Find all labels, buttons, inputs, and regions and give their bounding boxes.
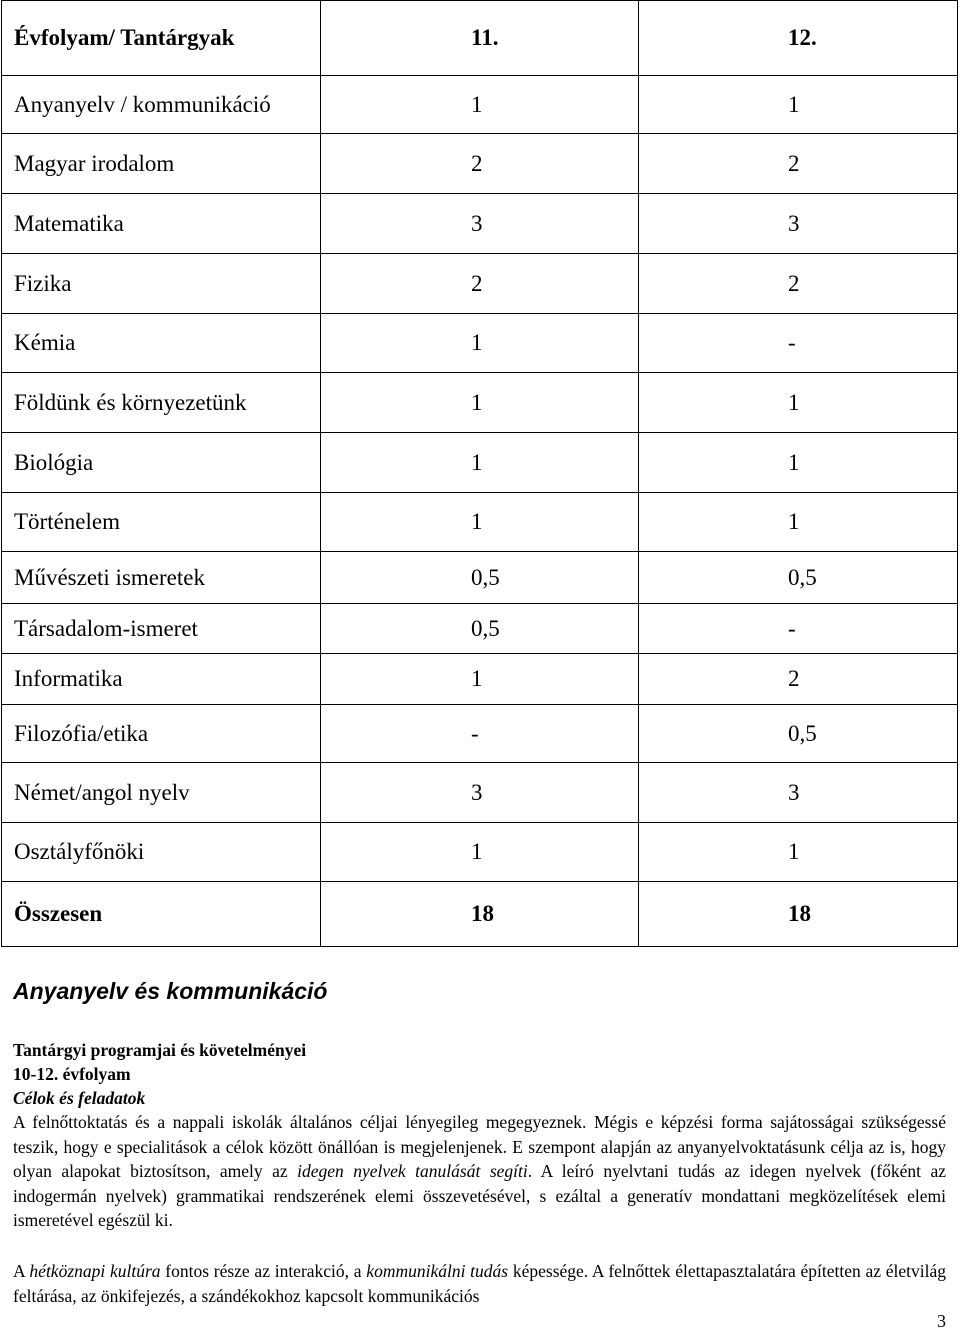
grade-12-cell: 3 xyxy=(639,194,958,254)
subject-cell: Filozófia/etika xyxy=(2,705,321,763)
page-number: 3 xyxy=(937,1311,946,1331)
header-subject: Évfolyam/ Tantárgyak xyxy=(2,1,321,76)
subject-cell: Anyanyelv / kommunikáció xyxy=(2,76,321,134)
header-grade-11: 11. xyxy=(321,1,639,76)
grade-12-cell: 1 xyxy=(639,76,958,134)
grade-11-cell: 1 xyxy=(321,654,639,705)
grade-11-cell: - xyxy=(321,705,639,763)
subject-cell: Földünk és környezetünk xyxy=(2,373,321,433)
grade-12-cell: 3 xyxy=(639,763,958,823)
total-row xyxy=(2,882,958,947)
curriculum-table xyxy=(1,0,958,947)
subject-cell: Német/angol nyelv xyxy=(2,763,321,823)
table-row xyxy=(2,493,958,552)
table-row xyxy=(2,76,958,134)
grade-11-cell: 3 xyxy=(321,194,639,254)
grade-12-cell: - xyxy=(639,314,958,373)
grade-11-cell: 1 xyxy=(321,823,639,882)
grade-11-cell: 1 xyxy=(321,493,639,552)
grade-11-cell: 3 xyxy=(321,763,639,823)
subject-cell: Kémia xyxy=(2,314,321,373)
grade-11-cell: 1 xyxy=(321,433,639,493)
grade-12-cell: - xyxy=(639,604,958,654)
section-subtitle: Tantárgyi programjai és követelményei xyxy=(13,1040,307,1060)
table-row xyxy=(2,654,958,705)
subject-cell: Magyar irodalom xyxy=(2,134,321,194)
table-row xyxy=(2,314,958,373)
total-grade-12: 18 xyxy=(639,882,958,947)
subject-cell: Művészeti ismeretek xyxy=(2,552,321,604)
table-header-row xyxy=(2,1,958,76)
subject-cell: Informatika xyxy=(2,654,321,705)
subject-cell: Biológia xyxy=(2,433,321,493)
table-row xyxy=(2,134,958,194)
grade-range: 10-12. évfolyam xyxy=(13,1064,131,1084)
subject-cell: Társadalom-ismeret xyxy=(2,604,321,654)
section-title: Anyanyelv és kommunikáció xyxy=(13,978,328,1004)
grade-12-cell: 2 xyxy=(639,654,958,705)
grade-11-cell: 1 xyxy=(321,373,639,433)
table-row xyxy=(2,604,958,654)
total-label: Összesen xyxy=(2,882,321,947)
paragraph-1: A felnőttoktatás és a nappali iskolák általános céljai lényegileg megegyeznek. Mégis e képzési forma sajátosságai szükségessé teszik, hogy e specialitások a célok között önállóan is megjelenjenek. E szempont alapján az anyanyelvoktatásunk célja az is, hogy olyan alapokat biztosítson, amely az idegen nyelvek tanulását segíti. A leíró nyelvtani tudás az idegen nyelvek (főként az indogermán nyelvek) grammatikai rendszerének elemi összevetésével, s ezáltal a generatív mondattani megközelítések elemi ismeretével egészül ki. xyxy=(13,1112,946,1230)
subject-cell: Történelem xyxy=(2,493,321,552)
total-grade-11: 18 xyxy=(321,882,639,947)
grade-11-cell: 1 xyxy=(321,76,639,134)
grade-12-cell: 0,5 xyxy=(639,705,958,763)
table-row xyxy=(2,552,958,604)
grade-12-cell: 1 xyxy=(639,373,958,433)
table-row xyxy=(2,763,958,823)
grade-12-cell: 2 xyxy=(639,134,958,194)
table-row xyxy=(2,194,958,254)
table-row xyxy=(2,705,958,763)
grade-11-cell: 0,5 xyxy=(321,604,639,654)
grade-12-cell: 0,5 xyxy=(639,552,958,604)
grade-11-cell: 1 xyxy=(321,314,639,373)
table-row xyxy=(2,433,958,493)
goals-heading: Célok és feladatok xyxy=(13,1088,146,1108)
table-row xyxy=(2,373,958,433)
grade-12-cell: 1 xyxy=(639,433,958,493)
grade-11-cell: 2 xyxy=(321,134,639,194)
grade-11-cell: 0,5 xyxy=(321,552,639,604)
grade-12-cell: 1 xyxy=(639,823,958,882)
paragraph-2: A hétköznapi kultúra fontos része az interakció, a kommunikálni tudás képessége. A felnőttek élettapasztalatára építetten az életvilág feltárása, az önkifejezés, a szándékokhoz kapcsolt kommunikációs xyxy=(13,1261,946,1306)
subject-cell: Matematika xyxy=(2,194,321,254)
subject-cell: Osztályfőnöki xyxy=(2,823,321,882)
grade-11-cell: 2 xyxy=(321,254,639,314)
grade-12-cell: 1 xyxy=(639,493,958,552)
grade-12-cell: 2 xyxy=(639,254,958,314)
table-row xyxy=(2,823,958,882)
header-grade-12: 12. xyxy=(639,1,958,76)
subject-cell: Fizika xyxy=(2,254,321,314)
table-row xyxy=(2,254,958,314)
